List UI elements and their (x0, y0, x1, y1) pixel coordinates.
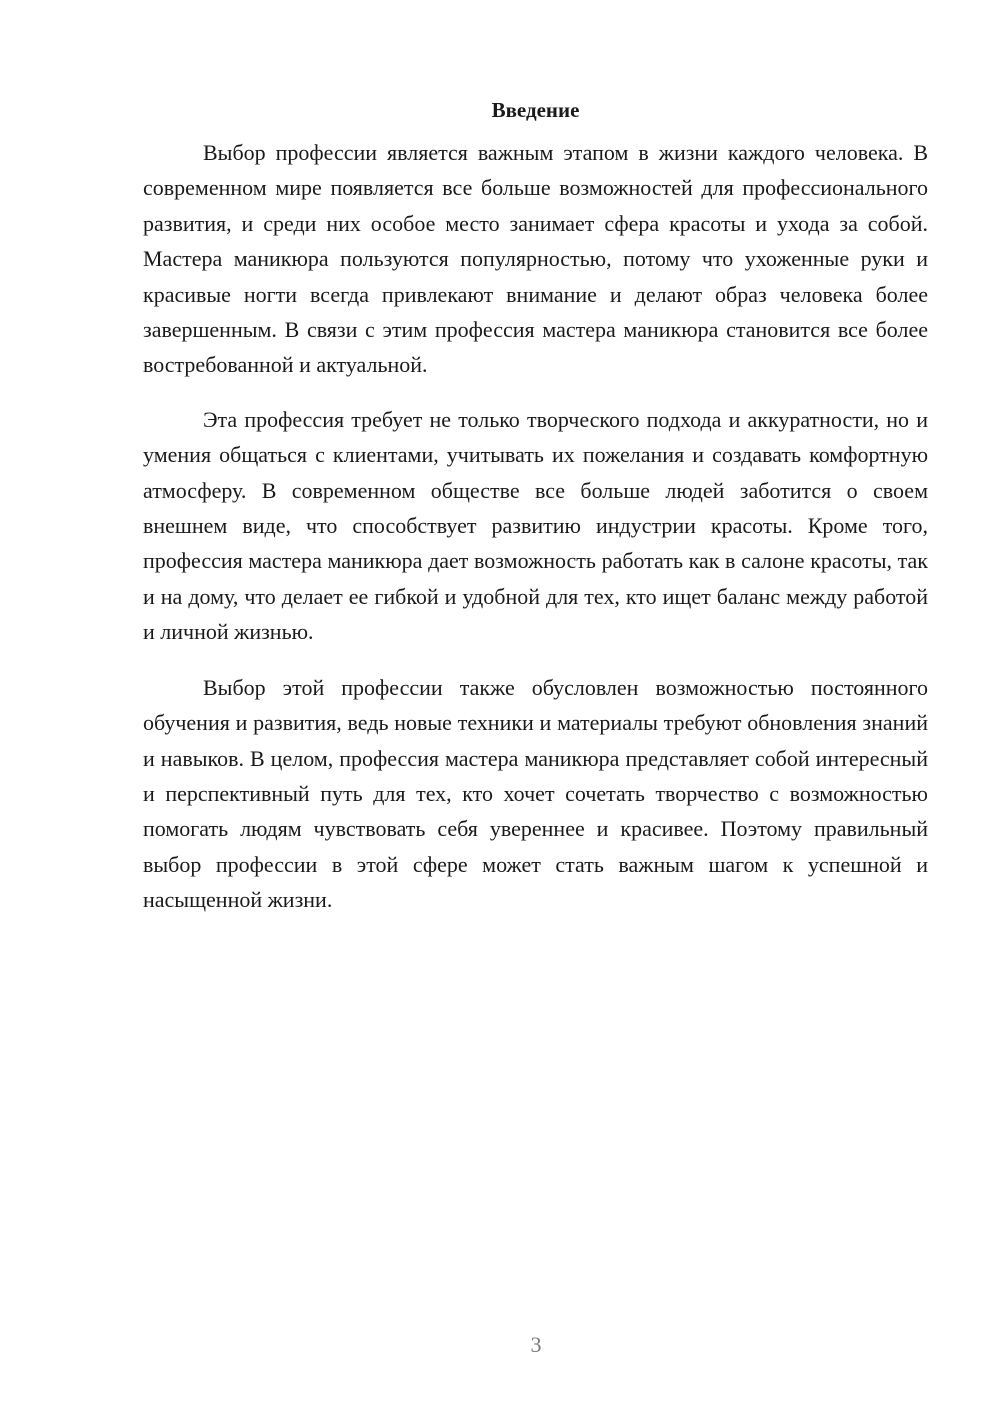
paragraph-2: Эта профессия требует не только творческого подхода и аккуратности, но и умения общаться с клиентами, учитывать их пожелания и создавать комфортную атмосферу. В современном обществе все больше людей заботится о своем внешнем виде, что способствует развитию индустрии красоты. Кроме того, профессия мастера маникюра дает возможность работать как в салоне красоты, так и на дому, что делает ее гибкой и удобной для тех, кто ищет баланс между работой и личной жизнью. (143, 406, 928, 645)
paragraph-1: Выбор профессии является важным этапом в жизни каждого человека. В современном мире появляется все больше возможностей для профессионального развития, и среди них особое место занимает сфера красоты и ухода за собой. Мастера маникюра пользуются популярностью, потому что ухоженные руки и красивые ногти всегда привлекают внимание и делают образ человека более завершенным. В связи с этим профессия мастера маникюра становится все более востребованной и актуальной. (143, 140, 928, 378)
section-title: Введение (491, 98, 580, 122)
page-content (143, 93, 928, 918)
paragraph-3: Выбор этой профессии также обусловлен возможностью постоянного обучения и развития, ведь новые техники и материалы требуют обновления знаний и навыков. В целом, профессия мастера маникюра представляет собой интересный и перспективный путь для тех, кто хочет сочетать творчество с возможностью помогать людям чувствовать себя увереннее и красивее. Поэтому правильный выбор профессии в этой сфере может стать важным шагом к успешной и насыщенной жизни. (143, 674, 928, 913)
page-number: 3 (530, 1332, 542, 1357)
